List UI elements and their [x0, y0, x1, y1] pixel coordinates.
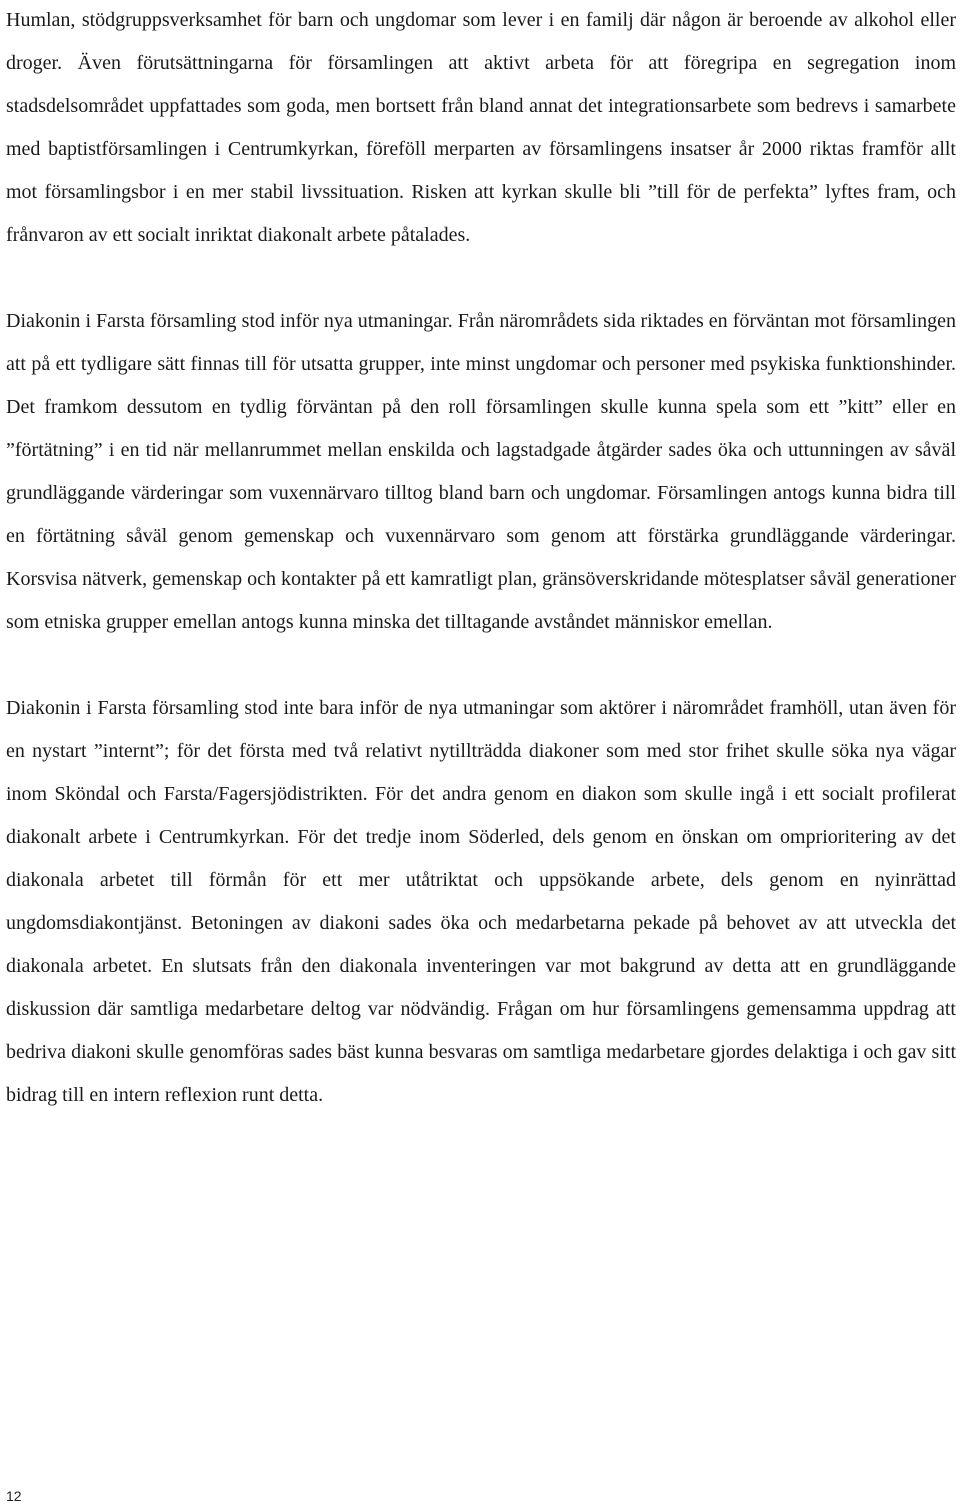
paragraph-gap — [6, 644, 956, 687]
document-page — [6, 0, 956, 1117]
page-number: 12 — [6, 1488, 22, 1504]
paragraph-1: Humlan, stödgruppsverksamhet för barn och ungdomar som lever i en familj där någon är beroende av alkohol eller droger. Även förutsättningarna för församlingen att aktivt arbeta för att föregripa en segregation inom stadsdelsområdet uppfattades som goda, men bortsett från bland annat det integrationsarbete som bedrevs i samarbete med baptistförsamlingen i Centrumkyrkan, föreföll merparten av församlingens insatser år 2000 riktas framför allt mot församlingsbor i en mer stabil livssituation. Risken att kyrkan skulle bli ”till för de perfekta” lyftes fram, och frånvaron av ett socialt inriktat diakonalt arbete påtalades. — [6, 9, 956, 246]
paragraph-gap — [6, 257, 956, 300]
paragraph-3: Diakonin i Farsta församling stod inte bara inför de nya utmaningar som aktörer i närområdet framhöll, utan även för en nystart ”internt”; för det första med två relativt nytillträdda diakoner som med stor frihet skulle söka nya vägar inom Sköndal och Farsta/Fagersjödistrikten. För det andra genom en diakon som skulle ingå i ett socialt profilerat diakonalt arbete i Centrumkyrkan. För det tredje inom Söderled, dels genom en önskan om omprioritering av det diakonala arbetet till förmån för ett mer utåtriktat och uppsökande arbete, dels genom en nyinrättad ungdomsdiakontjänst. Betoningen av diakoni sades öka och medarbetarna pekade på behovet av att utveckla det diakonala arbetet. En slutsats från den diakonala inventeringen var mot bakgrund av detta att en grundläggande diskussion där samtliga medarbetare deltog var nödvändig. Frågan om hur församlingens gemensamma uppdrag att bedriva diakoni skulle genomföras sades bäst kunna besvaras om samtliga medarbetare gjordes delaktiga i och gav sitt bidrag till en intern reflexion runt detta. — [6, 697, 956, 1106]
paragraph-2: Diakonin i Farsta församling stod inför nya utmaningar. Från närområdets sida riktades en förväntan mot församlingen att på ett tydligare sätt finnas till för utsatta grupper, inte minst ungdomar och personer med psykiska funktionshinder. Det framkom dessutom en tydlig förväntan på den roll församlingen skulle kunna spela som ett ”kitt” eller en ”förtätning” i en tid när mellanrummet mellan enskilda och lagstadgade åtgärder sades öka och uttunningen av såväl grundläggande värderingar som vuxennärvaro tilltog bland barn och ungdomar. Församlingen antogs kunna bidra till en förtätning såväl genom gemenskap och vuxennärvaro som genom att förstärka grundläggande värderingar. Korsvisa nätverk, gemenskap och kontakter på ett kamratligt plan, gränsöverskridande mötesplatser såväl generationer som etniska grupper emellan antogs kunna minska det tilltagande avståndet människor emellan. — [6, 310, 956, 633]
